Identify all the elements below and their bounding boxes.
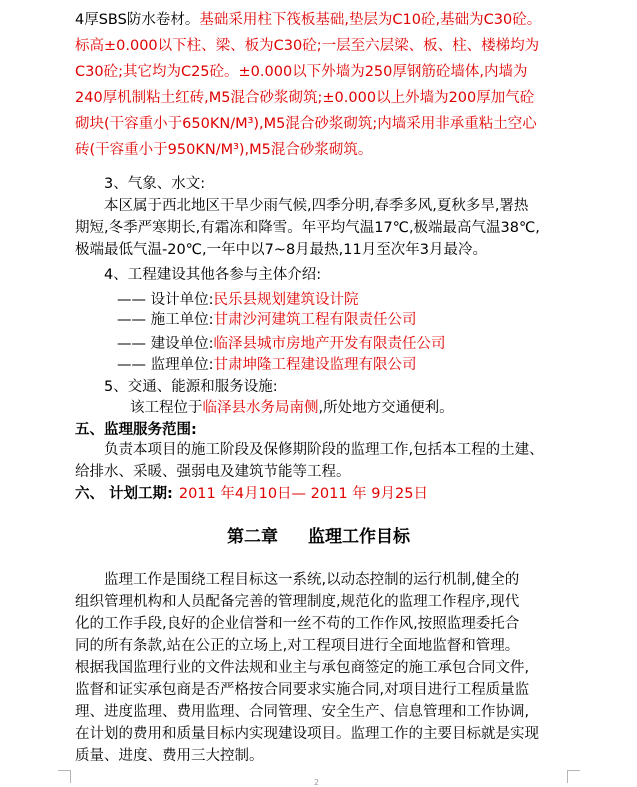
body-line: 质量、进度、费用三大控制。 xyxy=(75,748,264,764)
text-line: 极端最低气温-20℃,一年中以7~8月最热,11月至次年3月最冷。 xyxy=(75,242,487,258)
party-row: —— 设计单位:民乐县规划建筑设计院 xyxy=(117,292,359,308)
body-line: 在计划的费用和质量目标内实现建设项目。监理工作的主要目标就是实现 xyxy=(75,726,539,742)
party-row: —— 建设单位:临泽县城市房地产开发有限责任公司 xyxy=(117,336,446,352)
period-line: 六、 计划工期: 2011 年4月10日— 2011 年 9月25日 xyxy=(75,486,428,502)
text-line: 该工程位于临泽县水务局南侧,所处地方交通便利。 xyxy=(130,400,454,416)
chapter-heading: 第二章 监理工作目标 xyxy=(227,527,410,547)
section-heading: 5、交通、能源和服务设施: xyxy=(104,379,278,395)
body-line: 同的所有条款,站在公正的立场上,对工程项目进行全面地监督和管理。 xyxy=(75,638,520,654)
section-heading: 4、工程建设其他各参与主体介绍: xyxy=(104,267,322,283)
party-row: —— 监理单位:甘肃坤隆工程建设监理有限公司 xyxy=(117,357,417,373)
text-line: 给排水、采暖、强弱电及建筑节能等工程。 xyxy=(75,464,351,480)
text-line: 240厚机制粘土红砖,M5混合砂浆砌筑;±0.000以上外墙为200厚加气砼 xyxy=(75,90,535,106)
section-heading: 3、气象、水文: xyxy=(104,176,206,192)
body-line: 理、进度监理、费用监理、合同管理、安全生产、信息管理和工作协调, xyxy=(75,704,530,720)
body-line: 监理工作是围绕工程目标这一系统,以动态控制的运行机制,健全的 xyxy=(104,572,520,588)
body-line: 化的工作手段,良好的企业信誉和一丝不苟的工作作风,按照监理委托合 xyxy=(75,616,520,632)
text-line: 砌块(干容重小于650KN/M³),M5混合砂浆砌筑;内墙采用非承重粘土空心 xyxy=(75,116,537,132)
page-number: 2 xyxy=(314,778,320,787)
body-line: 监督和证实承包商是否严格按合同要求实施合同,对项目进行工程质量监 xyxy=(75,682,530,698)
text-line: 期短,冬季严寒期长,有霜冻和降雪。年平均气温17℃,极端最高气温38℃, xyxy=(75,220,540,236)
text-line: 本区属于西北地区干旱少雨气候,四季分明,春季多风,夏秋多旱,署热 xyxy=(104,198,529,214)
section-heading: 五、监理服务范围: xyxy=(75,422,197,438)
text-line: 负责本项目的施工阶段及保修期阶段的监理工作,包括本工程的土建、 xyxy=(104,442,544,458)
body-line: 组织管理机构和人员配备完善的管理制度,规范化的监理工作程序,现代 xyxy=(75,594,520,610)
body-line: 根据我国监理行业的文件法规和业主与承包商签定的施工承包合同文件, xyxy=(75,660,530,676)
text-line: 4厚SBS防水卷材。基础采用柱下筏板基础,垫层为C10砼,基础为C30砼。 xyxy=(75,12,542,28)
crop-mark xyxy=(567,770,580,783)
text-line: 砖(干容重小于950KN/M³),M5混合砂浆砌筑。 xyxy=(75,142,373,158)
crop-mark xyxy=(58,770,71,783)
text-line: C30砼;其它均为C25砼。±0.000以下外墙为250厚钢筋砼墙体,内墙为 xyxy=(75,64,528,80)
text-line: 标高±0.000以下柱、梁、板为C30砼;一层至六层梁、板、柱、楼梯均为 xyxy=(75,38,540,54)
party-row: —— 施工单位:甘肃沙河建筑工程有限责任公司 xyxy=(117,312,417,328)
